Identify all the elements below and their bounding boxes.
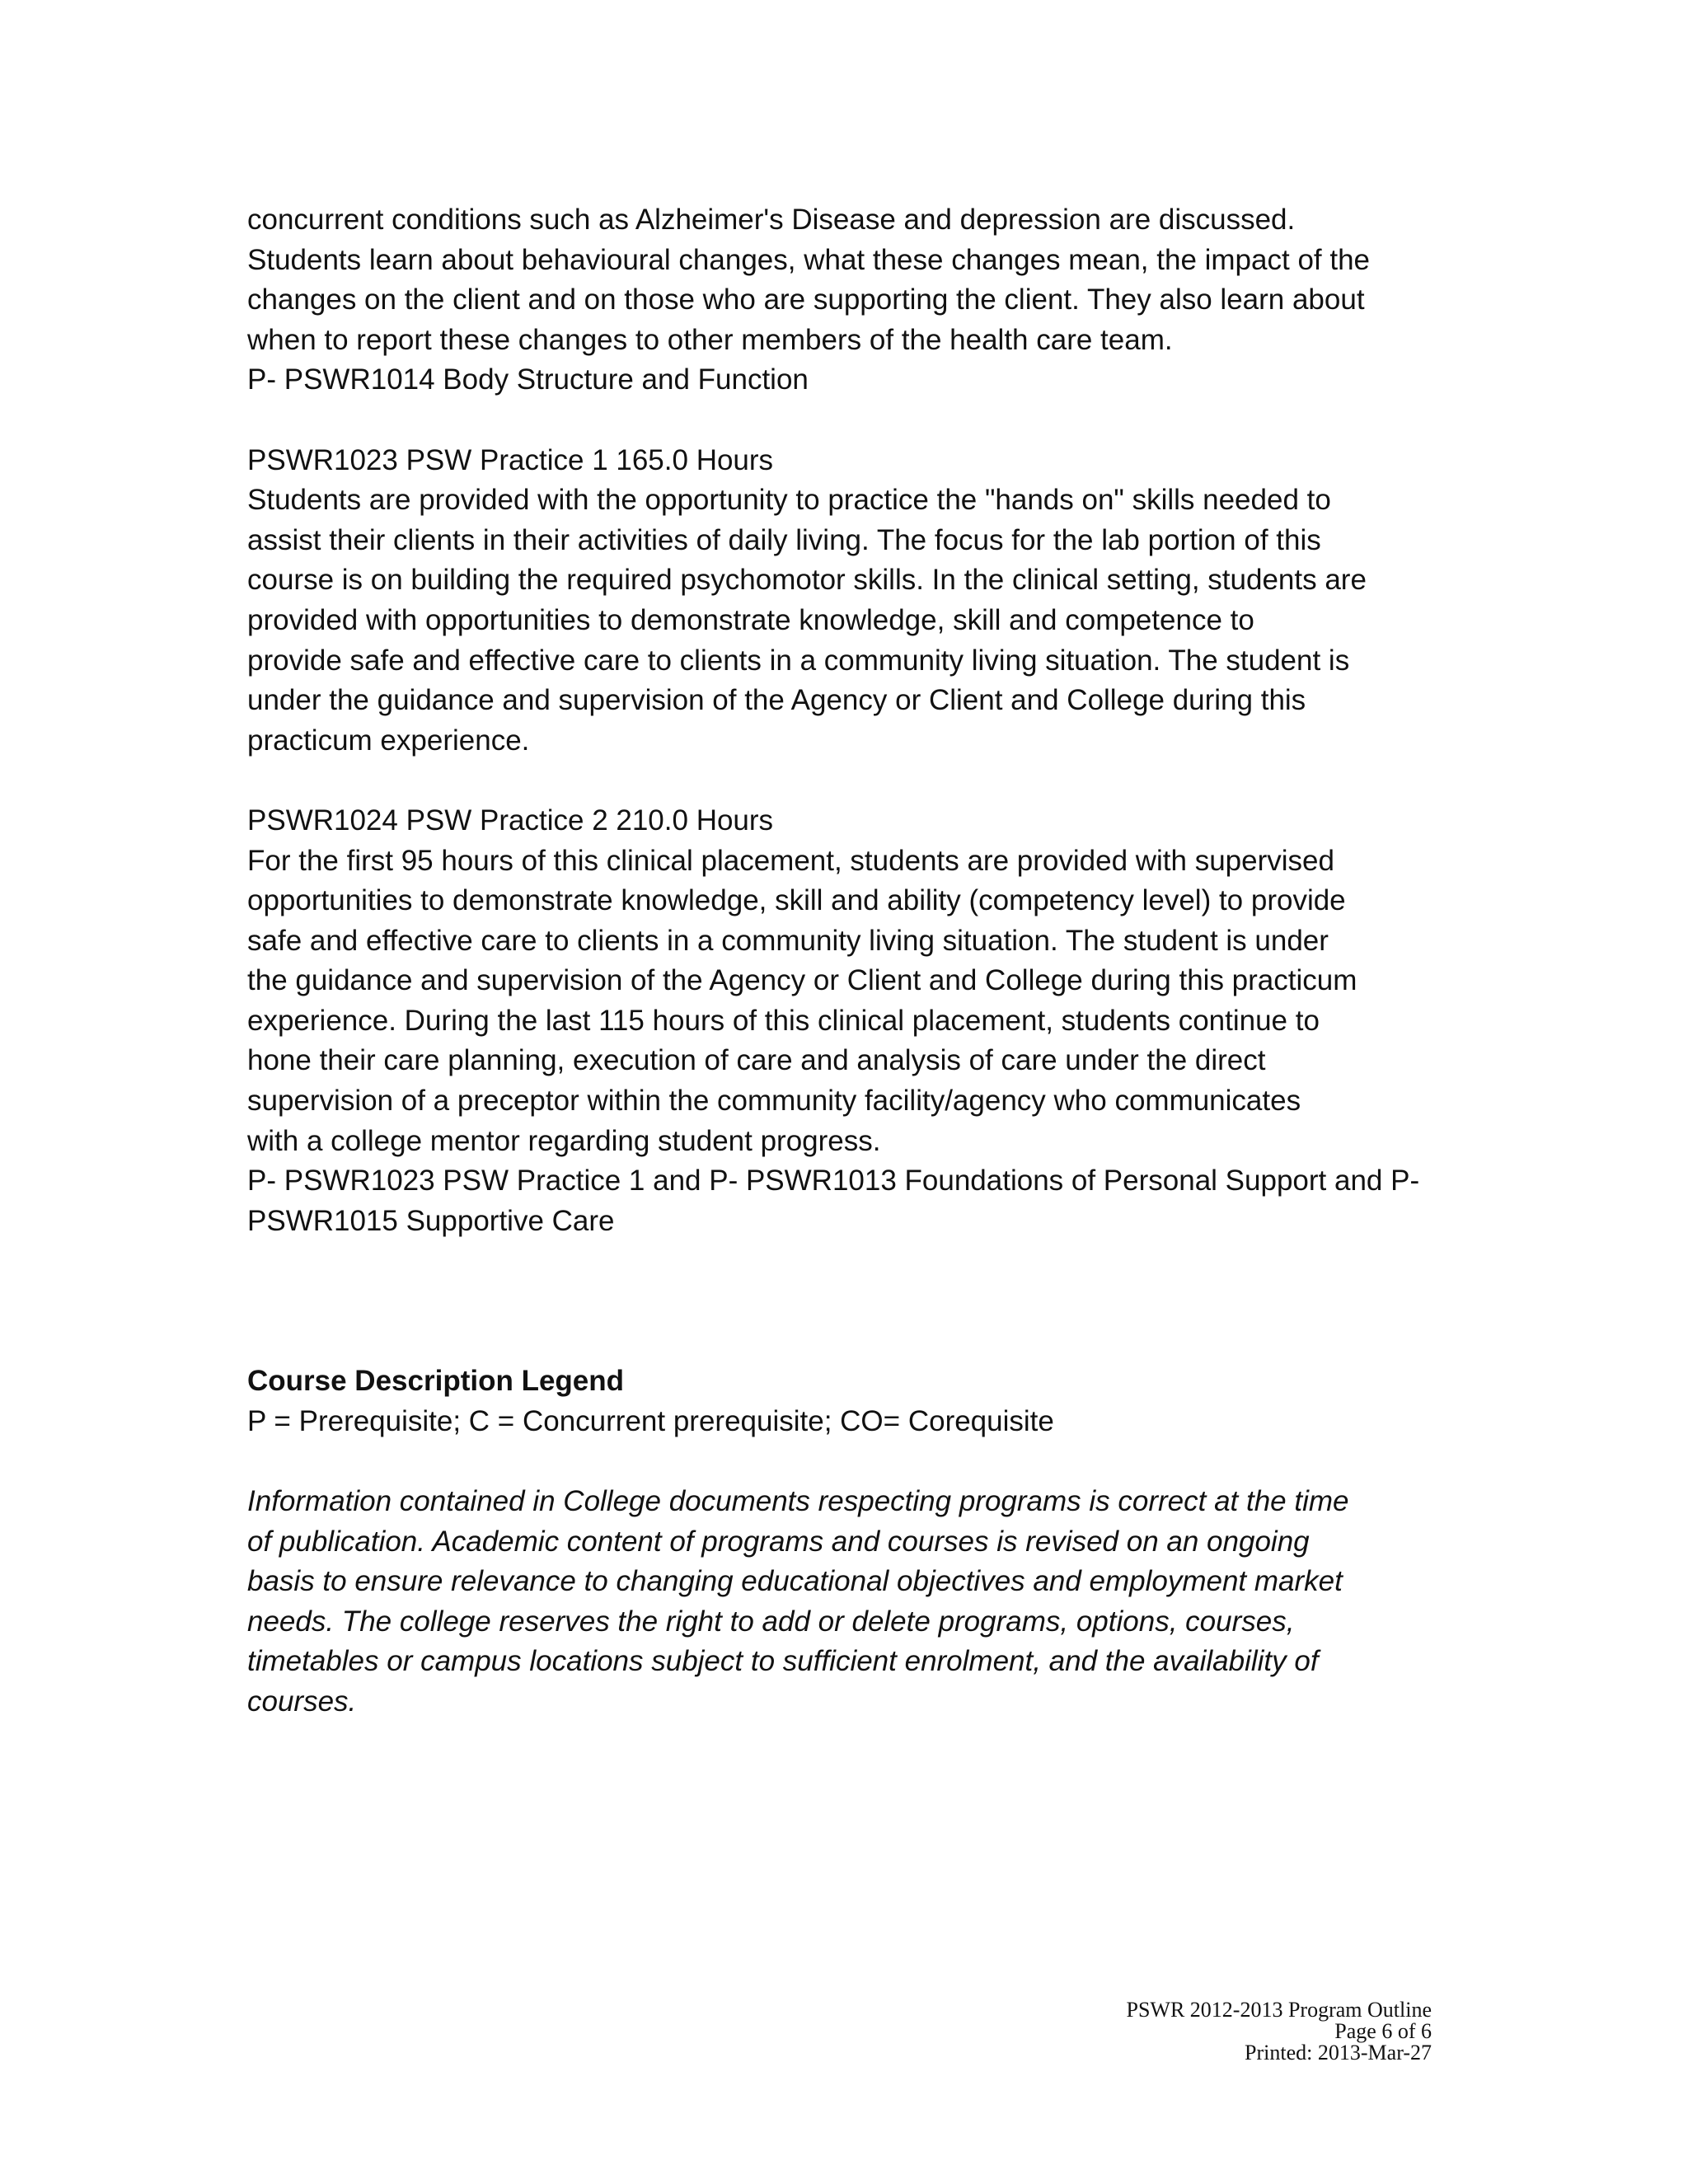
paragraph-gap bbox=[247, 761, 1451, 801]
course-description-line: course is on building the required psychomotor skills. In the clinical setting, students are bbox=[247, 564, 1367, 597]
legend-section bbox=[247, 1361, 1451, 1441]
course-description-line: practicum experience. bbox=[247, 724, 530, 757]
intro-section bbox=[247, 200, 1451, 401]
course-description-line: the guidance and supervision of the Agency or Client and College during this practicum bbox=[247, 964, 1357, 997]
footer-page-number: Page 6 of 6 bbox=[1334, 2019, 1432, 2043]
disclaimer-line: of publication. Academic content of programs and courses is revised on an ongoing bbox=[247, 1525, 1310, 1558]
course-description-line: experience. During the last 115 hours of this clinical placement, students continue to bbox=[247, 1004, 1320, 1037]
legend-text: P = Prerequisite; C = Concurrent prerequisite; CO= Corequisite bbox=[247, 1404, 1054, 1437]
prerequisite-line: P- PSWR1023 PSW Practice 1 and P- PSWR1013 Foundations of Personal Support and P- bbox=[247, 1165, 1420, 1197]
course-description-line: assist their clients in their activities of daily living. The focus for the lab portion of this bbox=[247, 523, 1321, 556]
section-gap bbox=[247, 1241, 1451, 1361]
course-description-line: with a college mentor regarding student progress. bbox=[247, 1124, 881, 1157]
disclaimer-line: courses. bbox=[247, 1685, 357, 1718]
course-description-line: under the guidance and supervision of the Agency or Client and College during this bbox=[247, 684, 1306, 717]
paragraph-gap bbox=[247, 401, 1451, 441]
course-description-line: provide safe and effective care to clients in a community living situation. The student is bbox=[247, 644, 1350, 677]
body-text-line: changes on the client and on those who are supporting the client. They also learn about bbox=[247, 284, 1365, 316]
course-pswr1024-section bbox=[247, 801, 1451, 1242]
course-description-line: provided with opportunities to demonstrate knowledge, skill and competence to bbox=[247, 603, 1254, 636]
body-text-line: Students learn about behavioural changes, what these changes mean, the impact of the bbox=[247, 243, 1371, 276]
course-heading: PSWR1024 PSW Practice 2 210.0 Hours bbox=[247, 804, 774, 837]
disclaimer-line: timetables or campus locations subject to sufficient enrolment, and the availability of bbox=[247, 1645, 1319, 1678]
page-content bbox=[247, 200, 1451, 1722]
body-text-line: when to report these changes to other members of the health care team. bbox=[247, 323, 1173, 356]
course-description-line: hone their care planning, execution of care and analysis of care under the direct bbox=[247, 1044, 1266, 1077]
disclaimer-line: Information contained in College documents respecting programs is correct at the time bbox=[247, 1485, 1349, 1518]
disclaimer-section bbox=[247, 1482, 1451, 1722]
footer-program-title: PSWR 2012-2013 Program Outline bbox=[1126, 1998, 1432, 2022]
paragraph-gap bbox=[247, 1441, 1451, 1482]
disclaimer-line: needs. The college reserves the right to add or delete programs, options, courses, bbox=[247, 1605, 1295, 1638]
prerequisite-line: PSWR1015 Supportive Care bbox=[247, 1204, 615, 1237]
course-description-line: For the first 95 hours of this clinical placement, students are provided with supervised bbox=[247, 844, 1334, 877]
course-description-line: supervision of a preceptor within the community facility/agency who communicates bbox=[247, 1085, 1301, 1118]
course-description-line: safe and effective care to clients in a community living situation. The student is under bbox=[247, 924, 1329, 957]
course-description-line: opportunities to demonstrate knowledge, skill and ability (competency level) to provide bbox=[247, 884, 1346, 917]
disclaimer-line: basis to ensure relevance to changing educational objectives and employment market bbox=[247, 1565, 1343, 1598]
body-text-line: concurrent conditions such as Alzheimer's Disease and depression are discussed. bbox=[247, 204, 1296, 236]
course-pswr1023-section bbox=[247, 441, 1451, 762]
page-footer bbox=[1127, 1999, 1432, 2064]
prerequisite-line: P- PSWR1014 Body Structure and Function bbox=[247, 363, 809, 396]
footer-printed-date: Printed: 2013-Mar-27 bbox=[1245, 2041, 1432, 2064]
course-heading: PSWR1023 PSW Practice 1 165.0 Hours bbox=[247, 443, 774, 476]
course-description-line: Students are provided with the opportunity to practice the "hands on" skills needed to bbox=[247, 484, 1331, 517]
legend-title: Course Description Legend bbox=[247, 1365, 625, 1398]
